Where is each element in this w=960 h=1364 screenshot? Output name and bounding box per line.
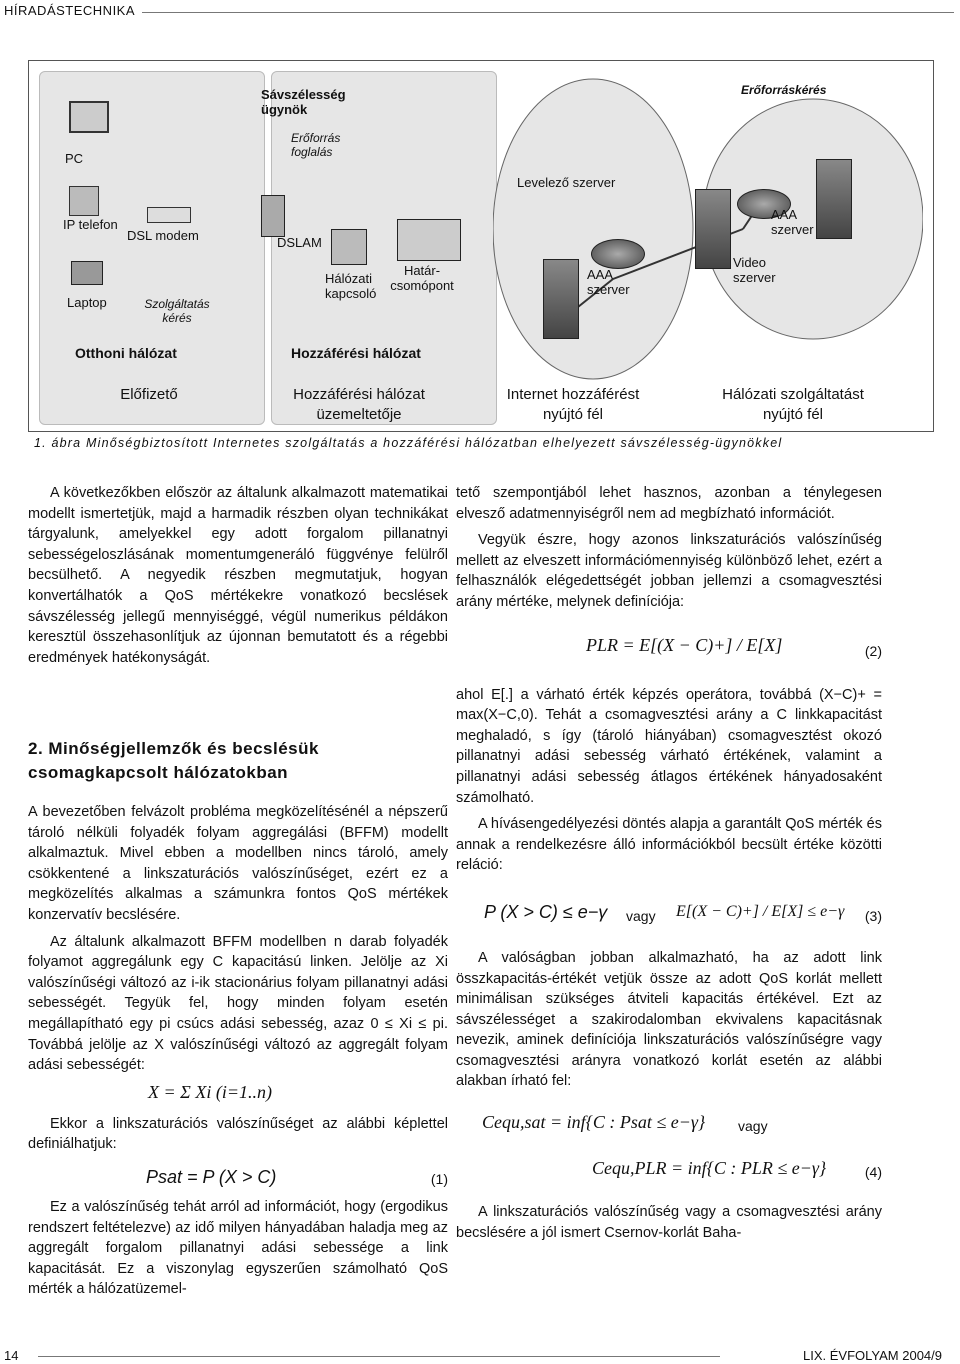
equation-1-number: (1) bbox=[430, 1170, 448, 1187]
label-home-network: Otthoni hálózat bbox=[75, 345, 177, 361]
label-access-network: Hozzáférési hálózat bbox=[291, 345, 421, 361]
equation-4-block bbox=[456, 1098, 882, 1202]
journal-header: HÍRADÁSTECHNIKA bbox=[4, 3, 136, 18]
label-service-request: Szolgáltatás kérés bbox=[144, 297, 210, 325]
footer-rule bbox=[38, 1356, 720, 1357]
equation-3-row bbox=[456, 882, 882, 948]
equation-2: PLR = E[(X − C)+] / E[X] bbox=[586, 634, 783, 655]
paragraph: A hívásengedélyezési döntés alapja a garantált QoS mérték és annak a rendelkezésre álló információkból becsült értéke közötti reláció: bbox=[456, 816, 882, 874]
label-resource-reserve: Erőforrás foglalás bbox=[291, 131, 341, 159]
equation-2-number: (2) bbox=[864, 642, 882, 659]
label-mail-server: Levelező szerver bbox=[517, 175, 616, 190]
label-laptop: Laptop bbox=[67, 295, 107, 310]
bottom-internet-access: Internet hozzáférést nyújtó fél bbox=[506, 386, 640, 423]
left-column-body bbox=[28, 802, 448, 1306]
label-aaa-server-1: AAA szerver bbox=[587, 267, 630, 297]
equation-sum: X = Σ Xi (i=1..n) bbox=[148, 1081, 272, 1102]
bottom-service-provider: Hálózati szolgáltatást nyújtó fél bbox=[722, 386, 864, 423]
equation-2-row bbox=[456, 619, 882, 685]
equation-3-left: P (X > C) ≤ e−γ bbox=[484, 901, 608, 922]
equation-3-number: (3) bbox=[864, 907, 882, 924]
paragraph: A következőkben először az általunk alkalmazott matematikai modellt ismertetjük, majd a harmadik részben olyan technikákat tárgyalunk, amelyekkel egy adott forgalom pillanatnyi sebességeloszlásának momentumgeneráló függvénye felülről becsülhető. A negyedik részben megmutatjuk, hogyan konvertálhatók a QoS mértékekre vonatkozó becslések sávszélesség jellegű mennyiséggé, végül numerikus példákon keresztül összehasonlítjuk az újonnan bemutatott és a régebbi eredmények hatékonyságát. bbox=[28, 485, 448, 666]
equation-1: Psat = P (X > C) bbox=[146, 1166, 277, 1187]
header-rule bbox=[142, 12, 954, 13]
figure-caption: 1. ábra Minőségbiztosított Internetes szolgáltatás a hozzáférési hálózatban elhelyezett sávszélesség-ügynökkel bbox=[34, 436, 783, 450]
equation-3-right: E[(X − C)+] / E[X] ≤ e−γ bbox=[676, 902, 845, 920]
border-node-icon bbox=[397, 219, 461, 261]
paragraph: tető szempontjából lehet hasznos, azonban a ténylegesen elvesző adatmennyiségről nem ad megbízható információt. bbox=[456, 485, 882, 522]
label-border-node: Határ-csomópont bbox=[390, 263, 454, 293]
equation-4-or: vagy bbox=[738, 1118, 768, 1135]
section-title: 2. Minőségjellemzők és becslésük csomagkapcsolt hálózatokban bbox=[28, 739, 319, 782]
paragraph: Ekkor a linkszaturációs valószínűséget az alábbi képlettel definiálhatjuk: bbox=[28, 1115, 448, 1153]
equation-3-or: vagy bbox=[626, 907, 656, 924]
figure-1 bbox=[28, 60, 934, 432]
volume-label: LIX. ÉVFOLYAM 2004/9 bbox=[803, 1348, 942, 1363]
video-server-icon bbox=[695, 189, 731, 269]
paragraph: A bevezetőben felvázolt probléma megközelítésénél a népszerű tároló nélküli folyadék folyam aggregálási (BFFM) modellt alkalmaztuk. Mivel ebben a modellben nincs tároló, amely csökkentené a linkszaturációs valószínűséget, ezért ez a megközelítés alkalmas a számunkra fontos QoS mértékek konzervatív becslésére. bbox=[28, 804, 448, 923]
cloud-internet bbox=[493, 79, 693, 379]
pc-icon bbox=[69, 101, 109, 133]
aaa-server-1-icon bbox=[543, 259, 579, 339]
equation-1-row bbox=[28, 1161, 448, 1197]
paragraph: A valóságban jobban alkalmazható, ha az adott link összkapacitás-értékét vetjük össze az adott QoS korlát mellett minimálisan szükséges átviteli kapacitás értékével. Ezt az sávszélességet a szakirodalomban ekvivalens kapacitásnak nevezik, aminek definíciója linkszaturációs valószínűségre vagy csomagvesztési arányra vonatkozó korlát esetén az alábbi alakban írható fel: bbox=[456, 949, 882, 1090]
left-column-top bbox=[28, 483, 448, 674]
equation-4b: Cequ,PLR = inf{C : PLR ≤ e−γ} bbox=[592, 1158, 827, 1179]
switch-icon bbox=[331, 229, 367, 265]
label-network-switch: Hálózati kapcsoló bbox=[325, 271, 377, 301]
laptop-icon bbox=[71, 261, 103, 285]
router-icon bbox=[591, 239, 645, 269]
label-dsl-modem: DSL modem bbox=[127, 228, 199, 243]
label-bandwidth-agent: Sávszélesség ügynök bbox=[261, 87, 346, 117]
paragraph: A linkszaturációs valószínűség vagy a csomagvesztési arány becslésére a jól ismert Csernov-korlát Baha- bbox=[456, 1204, 882, 1241]
label-resource-request: Erőforráskérés bbox=[741, 83, 827, 97]
label-dslam: DSLAM bbox=[277, 235, 322, 250]
label-aaa-server-2: AAA szerver bbox=[771, 207, 814, 237]
right-column bbox=[456, 483, 882, 1249]
label-video-server: Video szerver bbox=[733, 255, 776, 285]
bottom-access-operator: Hozzáférési hálózat üzemeltetője bbox=[293, 386, 425, 423]
paragraph: Az általunk alkalmazott BFFM modellben n darab folyadék folyamot aggregálunk egy C kapacitású linken. Jelölje az Xi valószínűségi változó az i-ik stacionárius folyam pillanatnyi adási sebességét. Tegyük fel, hogy minden folyam esetén megállapítható egy pi csúcs adási sebesség, azaz 0 ≤ Xi ≤ pi. Továbbá jelölje az X valószínűségi változó az aggregált folyam adási sebességét: bbox=[28, 933, 448, 1074]
label-pc: PC bbox=[65, 151, 84, 166]
paragraph: ahol E[.] a várható érték képzés operátora, továbbá (X−C)+ = max(X−C,0). Tehát a csomagvesztési arány a C linkkapacitást meghaladó, s így (tároló hiányában) csomagvesztést okozó pillanatnyi adási sebesség várható értékének, valamint a pillanatnyi adási sebesség átlagos értékének hányadosaként számolható. bbox=[456, 686, 882, 806]
paragraph: Ez a valószínűség tehát arról ad információt, hogy (ergodikus rendszert feltételezve) az idő milyen hányadában haladja meg az aggregált forgalom pillanatnyi adási sebessége a link kapacitását. Ez a viszonylag egyszerűen számolható QoS mérték a hálózatüzemel- bbox=[28, 1198, 448, 1298]
modem-icon bbox=[147, 207, 191, 223]
equation-4-number: (4) bbox=[864, 1164, 882, 1181]
dslam-icon bbox=[261, 195, 285, 237]
bottom-subscriber: Előfizető bbox=[120, 386, 178, 403]
phone-icon bbox=[69, 186, 99, 216]
paragraph: Vegyük észre, hogy azonos linkszaturációs valószínűség mellett az elveszett információmennyiség különböző lehet, ezért a felhasználók elégedettségét jobban jellemzi a csomagvesztési arány mértéke, melynek definíciója: bbox=[456, 532, 882, 610]
mail-server-icon bbox=[816, 159, 852, 239]
equation-4a: Cequ,sat = inf{C : Psat ≤ e−γ} bbox=[482, 1112, 706, 1133]
label-ip-phone: IP telefon bbox=[63, 217, 118, 232]
page-number: 14 bbox=[4, 1348, 19, 1363]
